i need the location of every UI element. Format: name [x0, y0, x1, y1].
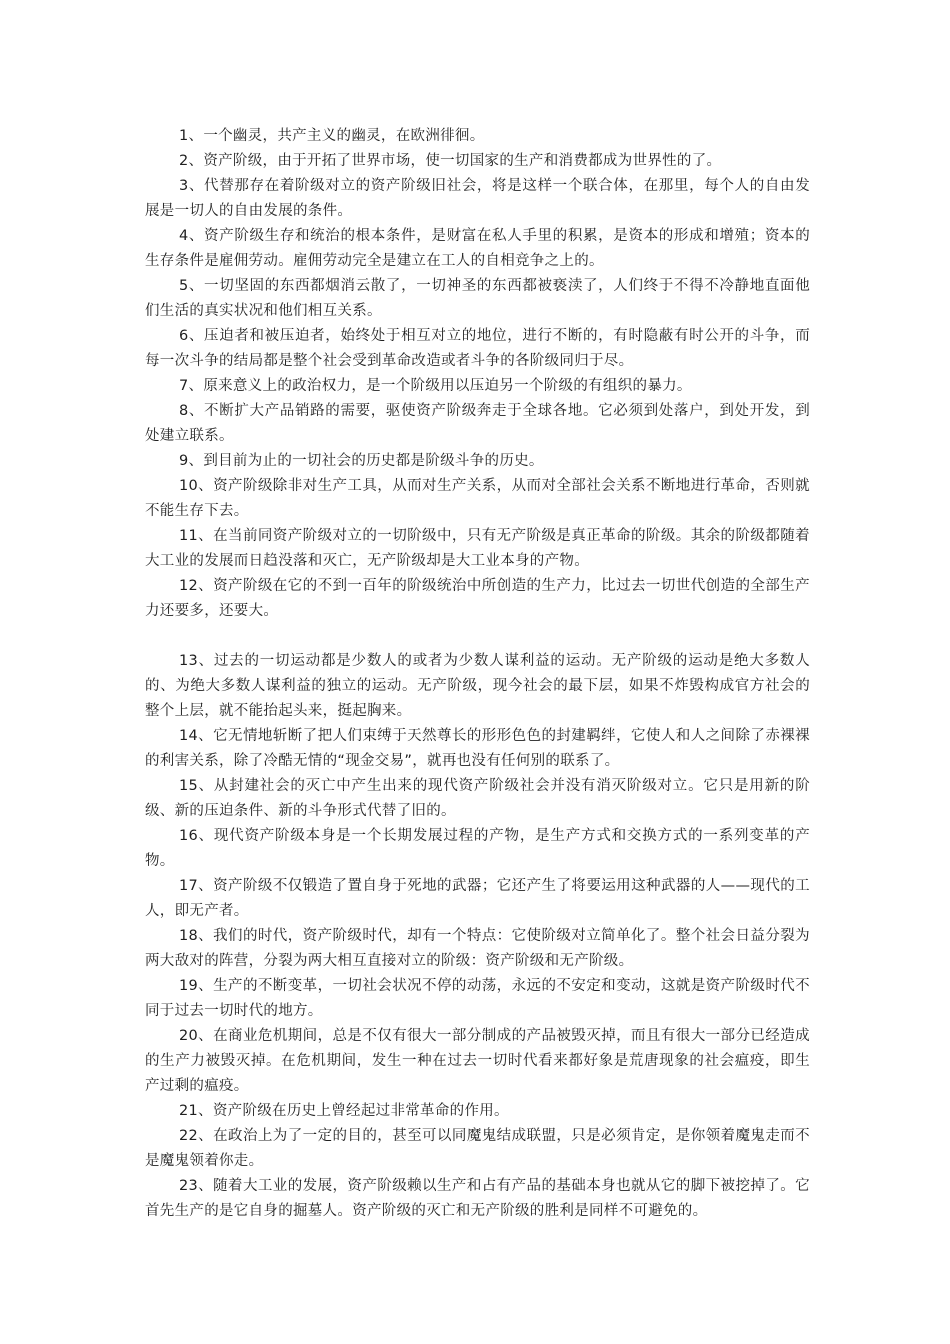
quote-paragraph-13: 13、过去的一切运动都是少数人的或者为少数人谋利益的运动。无产阶级的运动是绝大多数人的、为绝大多数人谋利益的独立的运动。无产阶级，现今社会的最下层，如果不炸毁构成官方社会的整个上层，就不能抬起头来，挺起胸来。: [145, 653, 810, 719]
quote-paragraph-1: 1、一个幽灵，共产主义的幽灵，在欧洲徘徊。: [179, 128, 485, 144]
quote-paragraph-6: 6、压迫者和被压迫者，始终处于相互对立的地位，进行不断的，有时隐蔽有时公开的斗争，而每一次斗争的结局都是整个社会受到革命改造或者斗争的各阶级同归于尽。: [145, 328, 810, 369]
quote-paragraph-19: 19、生产的不断变革，一切社会状况不停的动荡，永远的不安定和变动，这就是资产阶级时代不同于过去一切时代的地方。: [145, 978, 810, 1019]
quote-paragraph-10: 10、资产阶级除非对生产工具，从而对生产关系，从而对全部社会关系不断地进行革命，否则就不能生存下去。: [145, 478, 810, 519]
quote-paragraph-8: 8、不断扩大产品销路的需要，驱使资产阶级奔走于全球各地。它必须到处落户，到处开发，到处建立联系。: [145, 403, 810, 444]
quote-paragraph-2: 2、资产阶级，由于开拓了世界市场，使一切国家的生产和消费都成为世界性的了。: [179, 153, 722, 169]
quote-paragraph-21: 21、资产阶级在历史上曾经起过非常革命的作用。: [179, 1103, 509, 1119]
quote-paragraph-5: 5、一切坚固的东西都烟消云散了，一切神圣的东西都被亵渎了，人们终于不得不冷静地直面他们生活的真实状况和他们相互关系。: [145, 278, 810, 319]
quote-paragraph-9: 9、到目前为止的一切社会的历史都是阶级斗争的历史。: [179, 453, 544, 469]
quote-paragraph-4: 4、资产阶级生存和统治的根本条件，是财富在私人手里的积累，是资本的形成和增殖；资本的生存条件是雇佣劳动。雇佣劳动完全是建立在工人的自相竞争之上的。: [145, 228, 810, 269]
quote-paragraph-11: 11、在当前同资产阶级对立的一切阶级中，只有无产阶级是真正革命的阶级。其余的阶级都随着大工业的发展而日趋没落和灭亡，无产阶级却是大工业本身的产物。: [145, 528, 810, 569]
quote-paragraph-14: 14、它无情地斩断了把人们束缚于天然尊长的形形色色的封建羁绊，它使人和人之间除了赤裸裸的利害关系，除了冷酷无情的“现金交易”，就再也没有任何别的联系了。: [145, 728, 810, 769]
quote-paragraph-18: 18、我们的时代，资产阶级时代，却有一个特点：它使阶级对立简单化了。整个社会日益分裂为两大敌对的阵营，分裂为两大相互直接对立的阶级：资产阶级和无产阶级。: [145, 928, 810, 969]
quote-paragraph-20: 20、在商业危机期间，总是不仅有很大一部分制成的产品被毁灭掉，而且有很大一部分已经造成的生产力被毁灭掉。在危机期间，发生一种在过去一切时代看来都好象是荒唐现象的社会瘟疫，即生产过剩的瘟疫。: [145, 1028, 810, 1094]
quote-paragraph-12: 12、资产阶级在它的不到一百年的阶级统治中所创造的生产力，比过去一切世代创造的全部生产力还要多，还要大。: [145, 578, 810, 619]
quote-paragraph-3: 3、代替那存在着阶级对立的资产阶级旧社会，将是这样一个联合体，在那里，每个人的自由发展是一切人的自由发展的条件。: [145, 178, 810, 219]
quote-list-part-2: [145, 649, 810, 1224]
quote-paragraph-22: 22、在政治上为了一定的目的，甚至可以同魔鬼结成联盟，只是必须肯定，是你领着魔鬼走而不是魔鬼领着你走。: [145, 1128, 810, 1169]
quote-paragraph-7: 7、原来意义上的政治权力，是一个阶级用以压迫另一个阶级的有组织的暴力。: [179, 378, 692, 394]
quote-paragraph-23: 23、随着大工业的发展，资产阶级赖以生产和占有产品的基础本身也就从它的脚下被挖掉了。它首先生产的是它自身的掘墓人。资产阶级的灭亡和无产阶级的胜利是同样不可避免的。: [145, 1178, 810, 1219]
section-gap: [145, 624, 810, 649]
quote-paragraph-17: 17、资产阶级不仅锻造了置自身于死地的武器；它还产生了将要运用这种武器的人——现代的工人，即无产者。: [145, 878, 810, 919]
quote-list-part-1: [145, 124, 810, 624]
quote-paragraph-16: 16、现代资产阶级本身是一个长期发展过程的产物，是生产方式和交换方式的一系列变革的产物。: [145, 828, 810, 869]
document-body: [145, 124, 810, 1224]
quote-paragraph-15: 15、从封建社会的灭亡中产生出来的现代资产阶级社会并没有消灭阶级对立。它只是用新的阶级、新的压迫条件、新的斗争形式代替了旧的。: [145, 778, 810, 819]
